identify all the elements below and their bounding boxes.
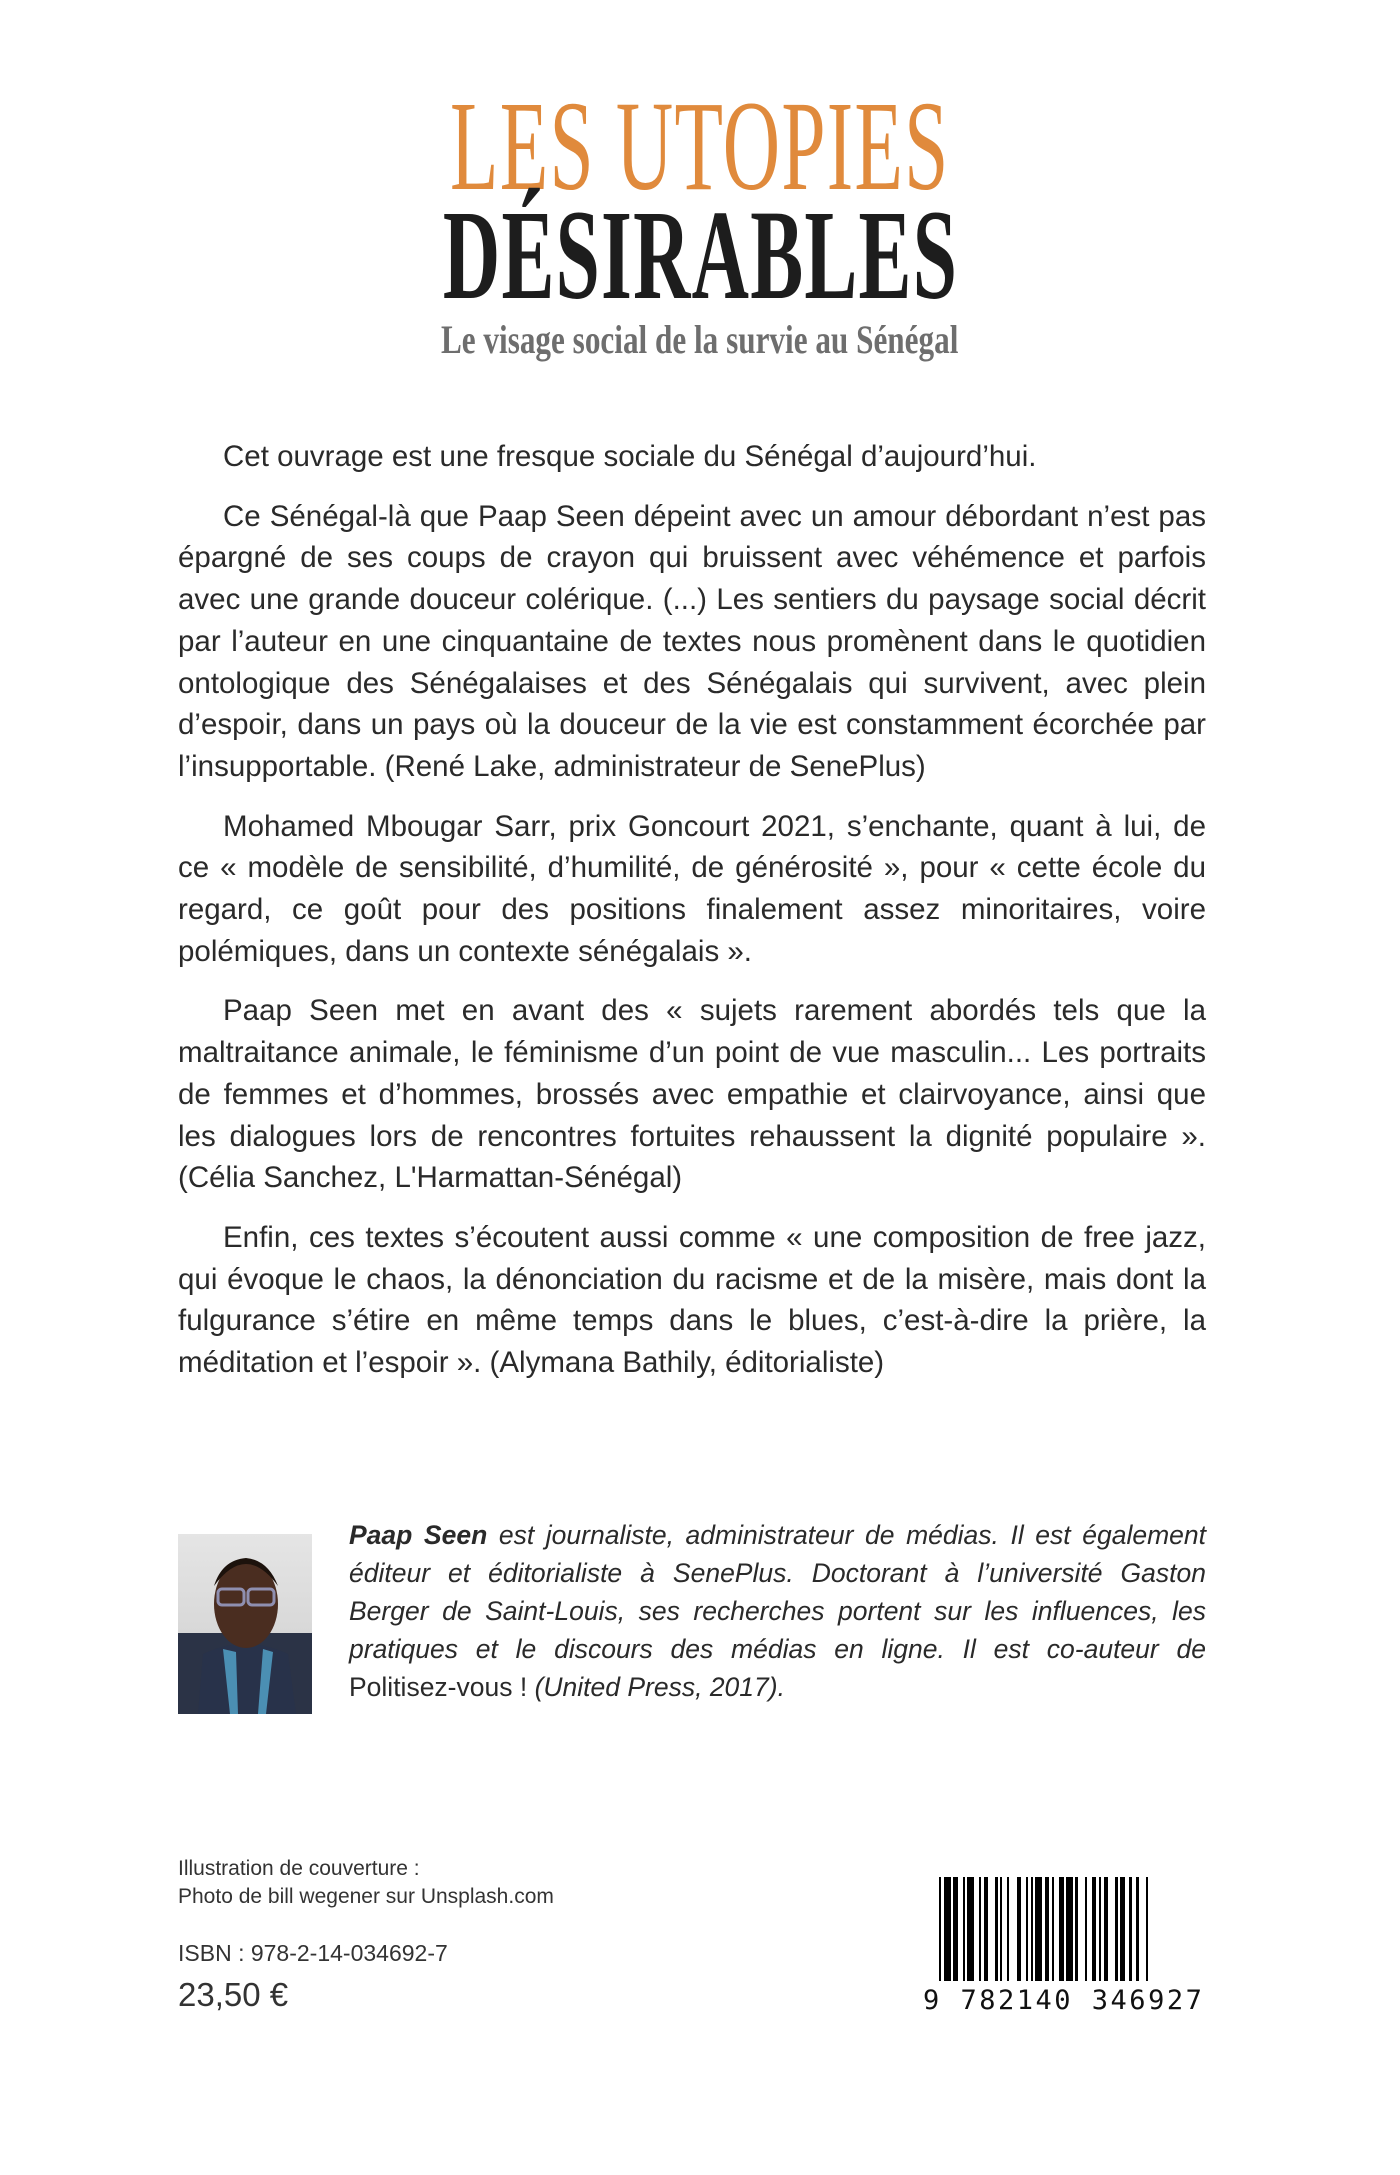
barcode-bar	[984, 1877, 989, 1981]
isbn: ISBN : 978-2-14-034692-7	[178, 1940, 448, 1966]
book-title-line-2: DÉSIRABLES	[442, 184, 958, 326]
credits-line: Photo de bill wegener sur Unsplash.com	[178, 1885, 554, 1908]
author-portrait-icon	[178, 1534, 312, 1714]
barcode-bar	[944, 1877, 951, 1981]
barcode-bar	[1115, 1877, 1117, 1981]
credits-line: Illustration de couverture :	[178, 1857, 420, 1880]
barcode-bars	[939, 1877, 1201, 1981]
author-bio	[349, 1516, 1206, 1706]
barcode	[923, 1877, 1205, 2022]
barcode-bar	[1104, 1877, 1109, 1981]
barcode-bar	[995, 1877, 997, 1981]
barcode-bar	[1035, 1877, 1042, 1981]
barcode-bar	[1085, 1877, 1087, 1981]
barcode-bar	[1092, 1877, 1097, 1981]
title-line-2-wrap	[0, 184, 1400, 326]
author-book-title: Politisez-vous !	[349, 1672, 528, 1702]
barcode-bar	[1136, 1877, 1138, 1981]
barcode-bar	[1026, 1877, 1028, 1981]
barcode-bar	[1031, 1877, 1033, 1981]
price: 23,50 €	[178, 1976, 289, 2013]
blurb-paragraph: Cet ouvrage est une fresque sociale du Sénégal d’aujourd’hui.	[223, 440, 1037, 473]
barcode-bar	[1059, 1877, 1064, 1981]
author-bio-text: est journaliste, administrateur de médias. Il est également éditeur et éditorialiste à SenePlus. Doctorant à l’université Gaston Berger de Saint-Louis, ses recherches portent sur les influences, les pratiques et le discours des médias en ligne. Il est co-auteur de	[349, 1520, 1206, 1664]
barcode-bar	[1146, 1877, 1148, 1981]
author-bio-text-end: (United Press, 2017).	[527, 1672, 785, 1702]
barcode-bar	[939, 1877, 941, 1981]
book-subtitle: Le visage social de la survie au Sénégal	[441, 317, 959, 362]
blurb	[178, 436, 1206, 1402]
barcode-bar	[1017, 1877, 1022, 1981]
barcode-bar	[963, 1877, 965, 1981]
title-line-1-wrap	[0, 75, 1400, 217]
barcode-bar	[1129, 1877, 1131, 1981]
barcode-digits: 9 782140 346927	[923, 1985, 1205, 2016]
cover-credits	[178, 1855, 554, 1911]
author-photo	[178, 1534, 312, 1714]
barcode-bar	[1099, 1877, 1101, 1981]
barcode-bar	[953, 1877, 958, 1981]
author-name: Paap Seen	[349, 1520, 488, 1550]
blurb-paragraph: Mohamed Mbougar Sarr, prix Goncourt 2021, s’enchante, quant à lui, de ce « modèle de sensibilité, d’humilité, de générosité », pour « cette école du regard, ce goût pour des positions finalement assez minoritaires, voire polémiques, dans un contexte sénégalais ».	[178, 809, 1206, 968]
barcode-bar	[1045, 1877, 1050, 1981]
barcode-bar	[1120, 1877, 1125, 1981]
blurb-paragraph: Paap Seen met en avant des « sujets rarement abordés tels que la maltraitance animale, le féminisme d’un point de vue masculin... Les portraits de femmes et d’hommes, brossés avec empathie et clairvoyance, ainsi que les dialogues lors de rencontres fortuites rehaussent la dignité populaire ». (Célia Sanchez, L'Harmattan-Sénégal)	[178, 994, 1206, 1195]
blurb-paragraph: Enfin, ces textes s’écoutent aussi comme « une composition de free jazz, qui évoque le chaos, la dénonciation du racisme et de la misère, mais dont la fulgurance s’étire en même temps dans le blues, c’est-à-dire la prière, la méditation et l’espoir ». (Alymana Bathily, éditorialiste)	[178, 1220, 1206, 1380]
blurb-paragraph: Ce Sénégal-là que Paap Seen dépeint avec un amour débordant n’est pas épargné de ses coups de crayon qui bruissent avec véhémence et parfois avec une grande douceur colérique. (...) Les sentiers du paysage social décrit par l’auteur en une cinquantaine de textes nous promènent dans le quotidien ontologique des Sénégalaises et des Sénégalais qui survivent, avec plein d’espoir, dans un pays où la douceur de la vie est constamment écorchée par l’insupportable. (René Lake, administrateur de SenePlus)	[178, 499, 1206, 783]
barcode-bar	[1007, 1877, 1009, 1981]
barcode-bar	[1066, 1877, 1073, 1981]
barcode-bar	[1000, 1877, 1002, 1981]
barcode-bar	[967, 1877, 974, 1981]
barcode-bar	[1075, 1877, 1077, 1981]
book-title-line-1: LES UTOPIES	[450, 75, 950, 217]
subtitle-wrap	[0, 318, 1400, 362]
barcode-bar	[979, 1877, 981, 1981]
barcode-bar	[1052, 1877, 1054, 1981]
